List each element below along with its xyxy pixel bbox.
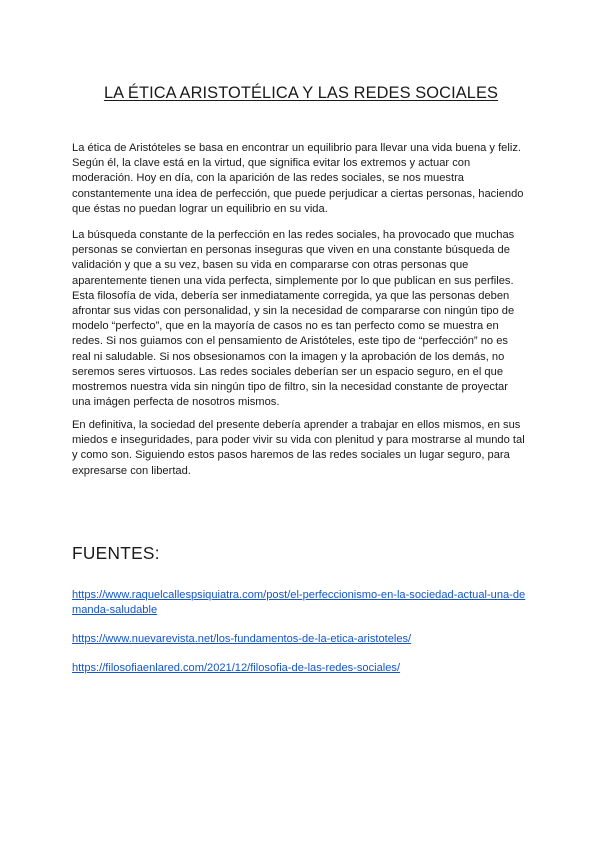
paragraph-body: La búsqueda constante de la perfección en las redes sociales, ha provocado que muchas personas se conviertan en personas inseguras que viven en una constante búsqueda de validación y que a su vez, basen su vida en compararse con otras personas que aparentemente tienen una vida perfecta, simplemente por lo que publican en sus perfiles. Esta filosofía de vida, debería ser inmediatamente corregida, ya que las personas deben afrontar sus vidas con personalidad, y sin la necesidad de compararse con ningún tipo de modelo “perfecto”, que en la mayoría de casos no es tan perfecto como se muestra en redes. Si nos guiamos con el pensamiento de Aristóteles, este tipo de “perfección” no es real ni saludable. Si nos obsesionamos con la imagen y la aprobación de los demás, no seremos seres virtuosos. Las redes sociales deberían ser un espacio seguro, en el que mostremos nuestra vida sin ningún tipo de filtro, sin la necesidad constante de proyectar una imágen perfecta de nosotros mismos. bbox=[72, 229, 515, 409]
paragraph-conclusion: En definitiva, la sociedad del presente debería aprender a trabajar en ellos mismos, en sus miedos e inseguridades, para poder vivir su vida con plenitud y para mostrarse al mundo tal y como son. Siguiendo estos pasos haremos de las redes sociales un lugar seguro, para expresarse con libertad. bbox=[72, 419, 525, 477]
source-link-filosofiaenlared[interactable]: https://filosofiaenlared.com/2021/12/filosofia-de-las-redes-sociales/ bbox=[72, 662, 401, 674]
source-link-nuevarevista[interactable]: https://www.nuevarevista.net/los-fundamentos-de-la-etica-aristoteles/ bbox=[72, 633, 412, 645]
paragraph-intro: La ética de Aristóteles se basa en encontrar un equilibrio para llevar una vida buena y feliz. Según él, la clave está en la virtud, que significa evitar los extremos y actuar con moderación. Hoy en día, con la aparición de las redes sociales, se nos muestra constantemente una idea de perfección, que puede perjudicar a ciertas personas, haciendo que éstas no puedan lograr un equilibrio en su vida. bbox=[72, 142, 524, 215]
sources-heading: FUENTES: bbox=[72, 543, 160, 563]
source-link-raquelcalles[interactable]: https://www.raquelcallespsiquiatra.com/post/el-perfeccionismo-en-la-sociedad-actual-una-demanda-saludable bbox=[72, 589, 526, 617]
document-title: LA ÉTICA ARISTOTÉLICA Y LAS REDES SOCIALES bbox=[103, 84, 499, 102]
